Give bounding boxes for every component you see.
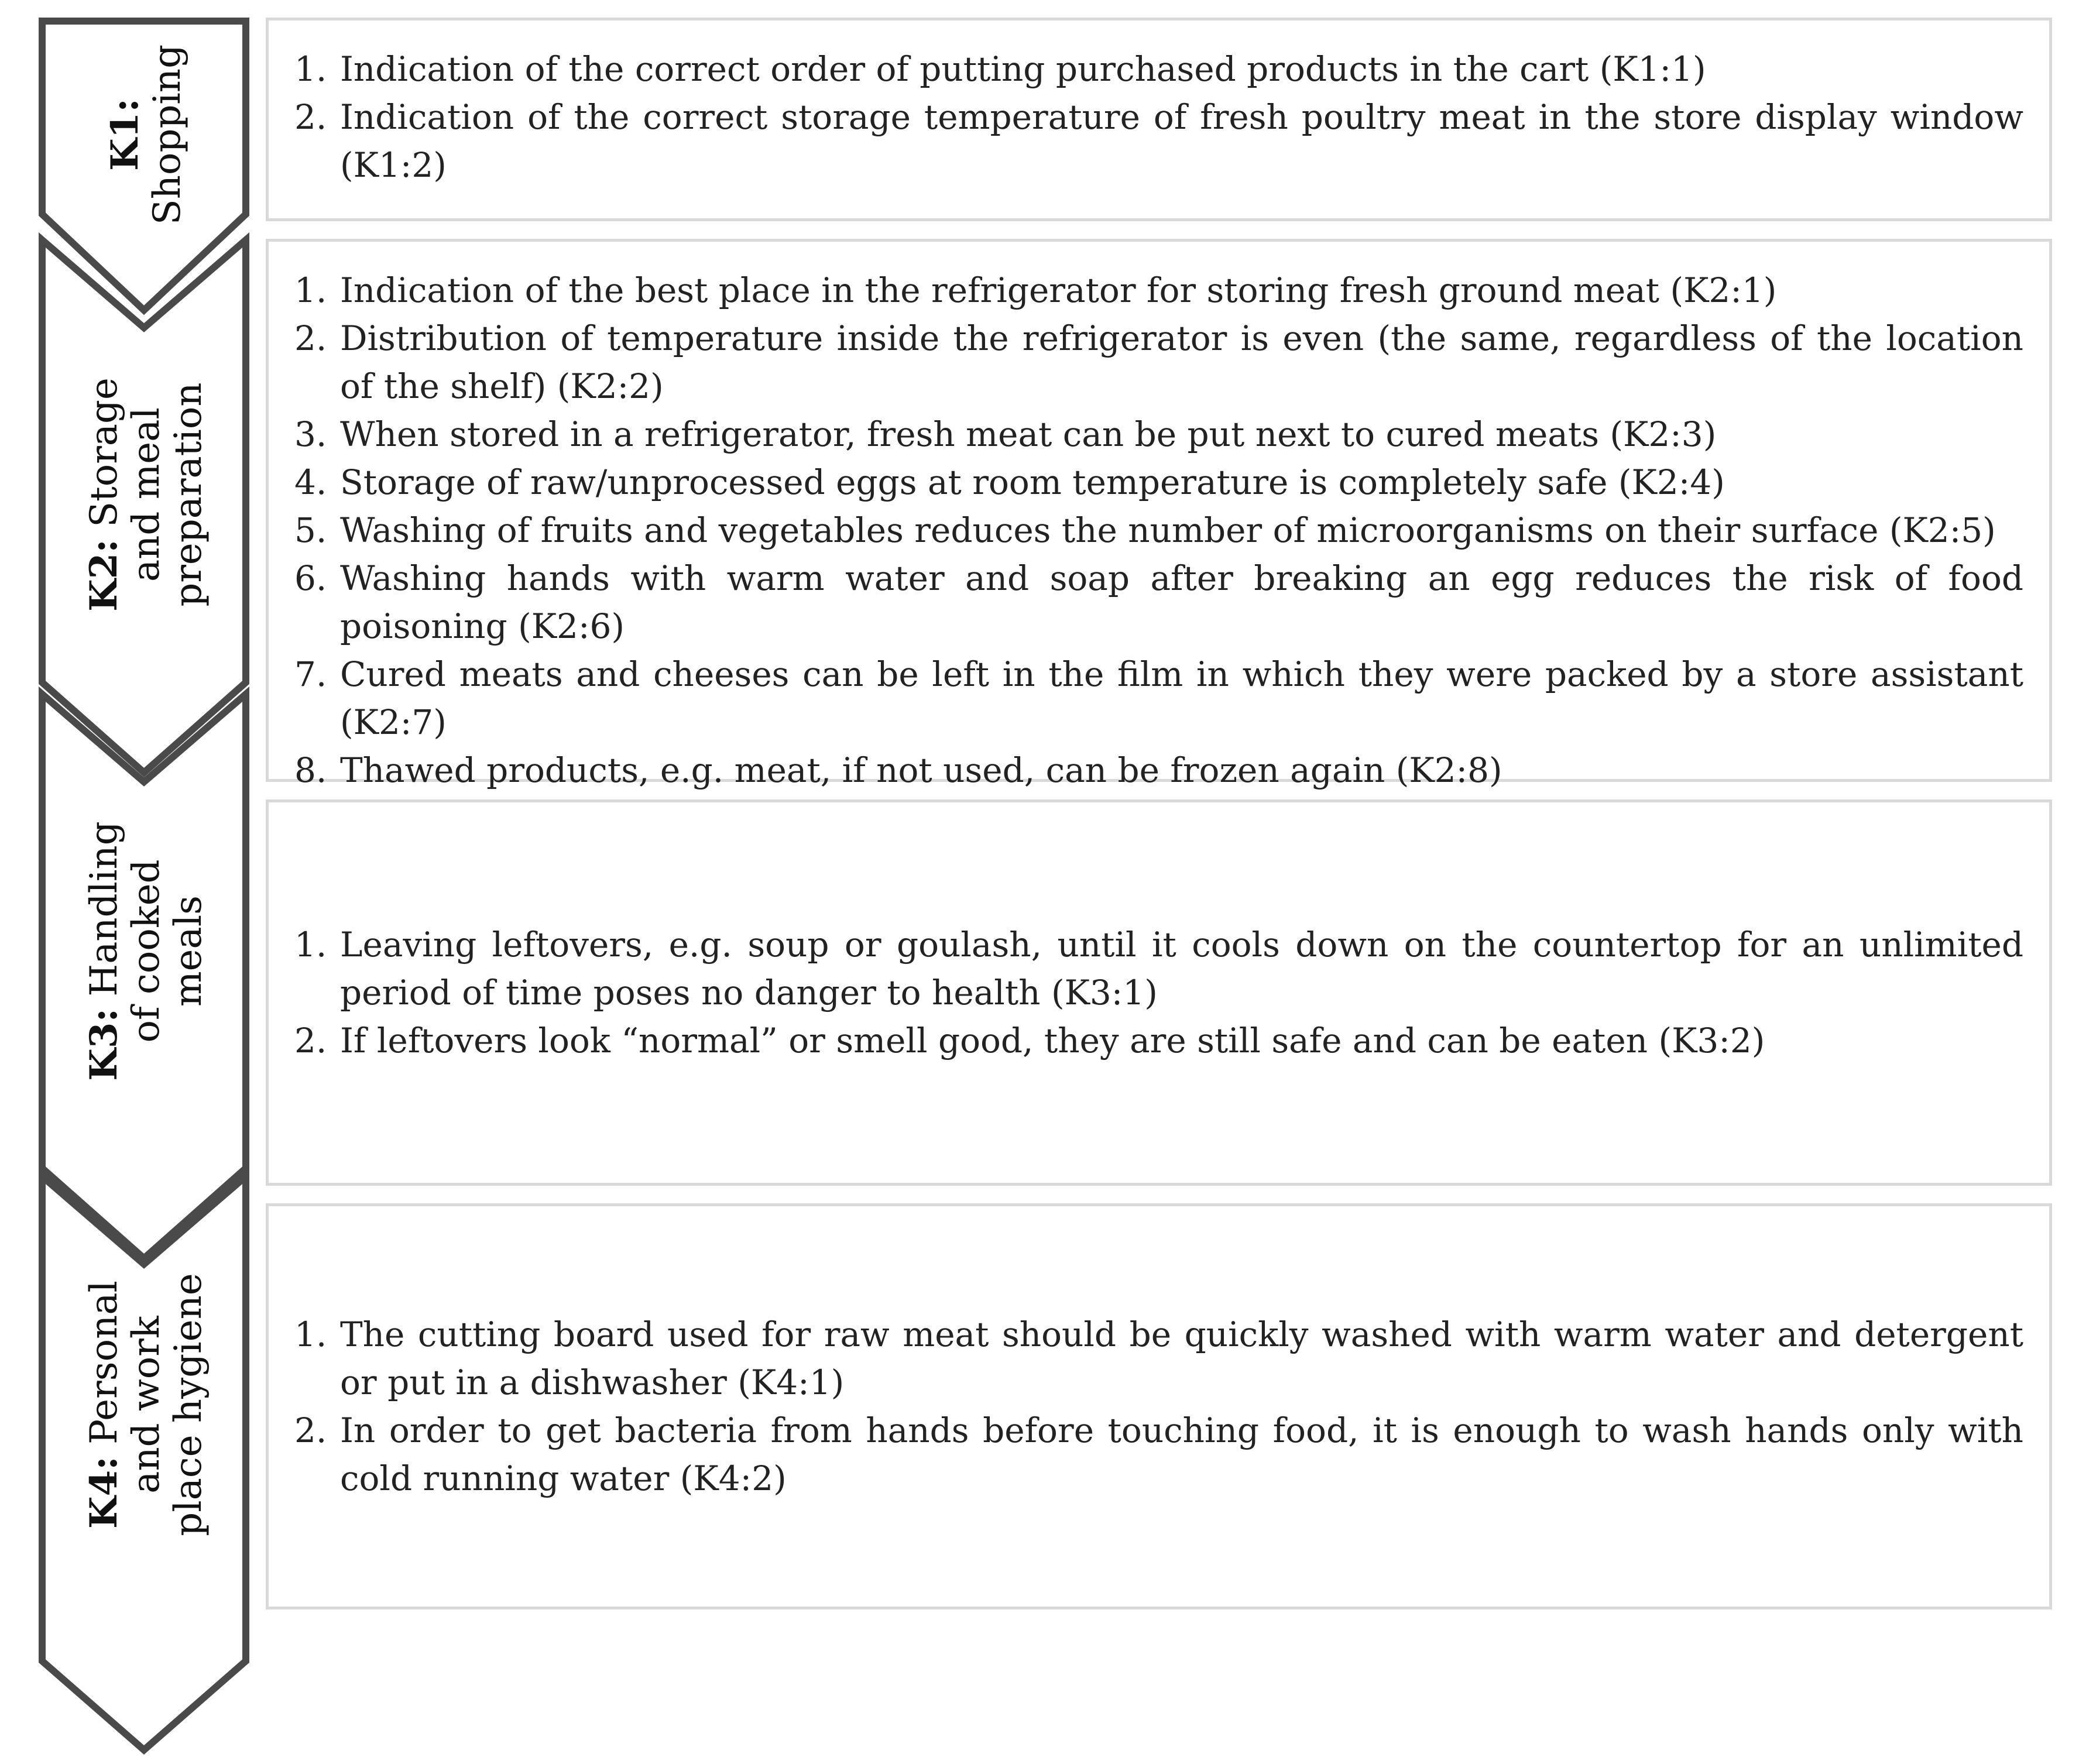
item-text: Storage of raw/unprocessed eggs at room temperature is completely safe (K2:4) — [340, 462, 1725, 502]
stage-item-list — [294, 266, 2023, 794]
item-text: Cured meats and cheeses can be left in the film in which they were packed by a store assistant (K2:7) — [340, 654, 2023, 742]
stage-item — [294, 458, 2023, 506]
stage-panel-k4 — [266, 1203, 2052, 1609]
stage-title: Storage — [83, 377, 126, 540]
stage-item — [294, 1017, 2023, 1065]
stage-title: Personal — [83, 1281, 126, 1457]
stage-title-line: of cooked — [125, 859, 168, 1043]
stage-panel-k3 — [266, 799, 2052, 1186]
item-number: 4. — [294, 462, 327, 502]
stage-panel-k2 — [266, 239, 2052, 790]
item-text: Washing of fruits and vegetables reduces the number of microorganisms on their surface (K2:5) — [340, 510, 1996, 550]
stage-item-list — [294, 1310, 2023, 1502]
stage-item — [294, 314, 2023, 410]
stage-item — [294, 921, 2023, 1017]
item-number: 8. — [294, 750, 327, 790]
item-number: 2. — [294, 1410, 327, 1450]
item-text: Washing hands with warm water and soap after breaking an egg reduces the risk of food poisoning (K2:6) — [340, 558, 2023, 646]
item-number: 1. — [294, 49, 327, 89]
stage-title-line: and work — [125, 1316, 168, 1494]
stage-panel-k1 — [266, 18, 2052, 221]
stage-code: K1: — [103, 98, 147, 171]
stage-item — [294, 554, 2023, 650]
stage-title: Handling — [83, 821, 126, 1008]
item-number: 2. — [294, 97, 327, 137]
item-number: 2. — [294, 318, 327, 358]
stage-code: K4: — [82, 1456, 126, 1529]
stage-title-line — [104, 44, 146, 225]
item-text: Indication of the correct order of putting purchased products in the cart (K1:1) — [340, 49, 1706, 89]
item-number: 7. — [294, 654, 327, 694]
stage-item — [294, 410, 2023, 458]
item-number: 6. — [294, 558, 327, 598]
item-text: When stored in a refrigerator, fresh meat can be put next to cured meats (K2:3) — [340, 414, 1717, 454]
item-text: Indication of the correct storage temperature of fresh poultry meat in the store display window (K1:2) — [340, 97, 2023, 185]
stage-code: K2: — [82, 539, 126, 612]
item-text: If leftovers look “normal” or smell good, they are still safe and can be eaten (K3:2) — [340, 1021, 1765, 1061]
stage-item — [294, 650, 2023, 746]
stage-item-list — [294, 45, 2023, 189]
item-number: 2. — [294, 1021, 327, 1061]
stage-item — [294, 266, 2023, 314]
stage-item — [294, 93, 2023, 189]
item-number: 1. — [294, 1315, 327, 1354]
stage-item-list — [294, 921, 2023, 1065]
item-text: Distribution of temperature inside the refrigerator is even (the same, regardless of the location of the shelf) (K2:2) — [340, 318, 2023, 406]
item-number: 3. — [294, 414, 327, 454]
stage-title-line — [83, 1273, 125, 1536]
item-text: Leaving leftovers, e.g. soup or goulash, until it cools down on the countertop for an unlimited period of time poses no danger to health (K3:1) — [340, 925, 2023, 1013]
stage-item — [294, 746, 2023, 794]
stage-title-line: preparation — [167, 382, 210, 607]
stage-title-line — [83, 821, 125, 1080]
stage-item — [294, 45, 2023, 93]
item-text: Indication of the best place in the refrigerator for storing fresh ground meat (K2:1) — [340, 270, 1777, 310]
item-text: Thawed products, e.g. meat, if not used, can be frozen again (K2:8) — [340, 750, 1502, 790]
stage-title-line — [83, 377, 125, 612]
item-number: 1. — [294, 270, 327, 310]
item-text: The cutting board used for raw meat should be quickly washed with warm water and detergent or put in a dishwasher (K4:1) — [340, 1315, 2023, 1402]
stage-item — [294, 506, 2023, 554]
item-number: 1. — [294, 925, 327, 965]
stage-title-line: Shopping — [146, 44, 189, 225]
stage-code: K3: — [82, 1008, 126, 1081]
stage-title-line: and meal — [125, 407, 168, 582]
stage-title-line: meals — [167, 895, 210, 1007]
item-number: 5. — [294, 510, 327, 550]
item-text: In order to get bacteria from hands before touching food, it is enough to wash hands only with cold running water (K4:2) — [340, 1410, 2023, 1498]
stage-item — [294, 1406, 2023, 1502]
stage-title-line: place hygiene — [167, 1273, 210, 1536]
stage-item — [294, 1310, 2023, 1406]
